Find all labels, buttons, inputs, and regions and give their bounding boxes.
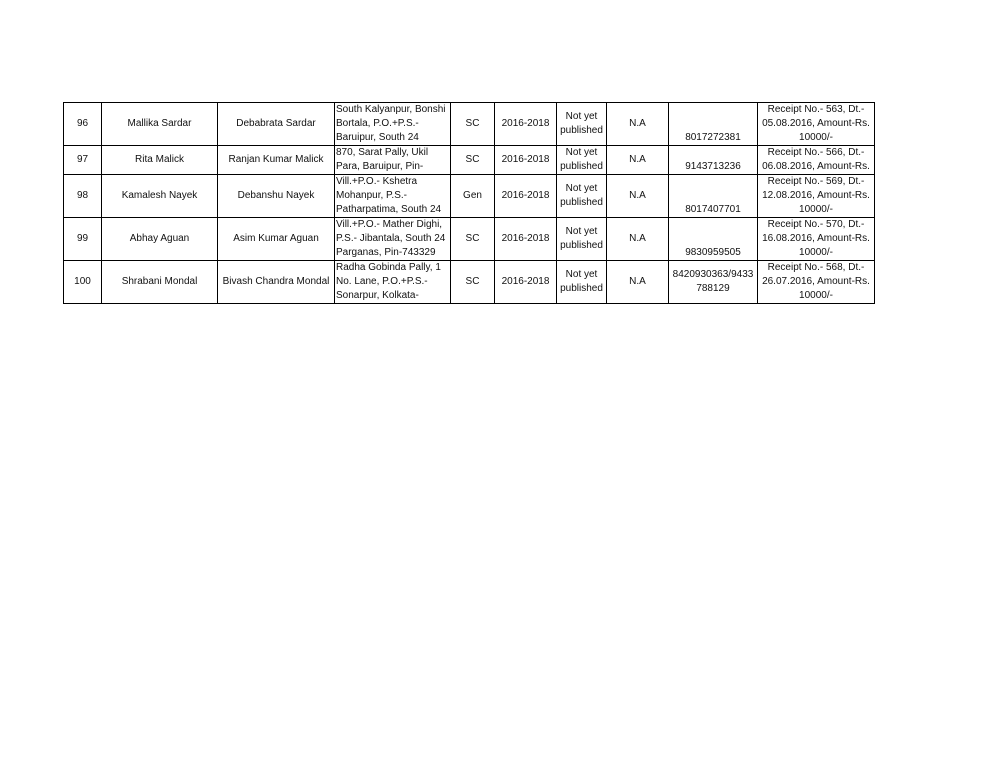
table-row xyxy=(64,218,875,261)
student-name: Abhay Aguan xyxy=(102,218,218,261)
serial-number: 96 xyxy=(64,103,102,146)
result-line: Not yet xyxy=(565,226,598,237)
receipt-cell xyxy=(758,103,875,146)
na-value: N.A xyxy=(607,146,669,175)
guardian-name: Asim Kumar Aguan xyxy=(218,218,335,261)
guardian-name: Debanshu Nayek xyxy=(218,175,335,218)
address-line: Radha Gobinda Pally, 1 xyxy=(336,262,441,273)
address-line: Mohanpur, P.S.- xyxy=(336,190,407,201)
receipt-line: 26.07.2016, Amount-Rs. xyxy=(762,276,870,287)
table-row xyxy=(64,146,875,175)
guardian-name: Debabrata Sardar xyxy=(218,103,335,146)
guardian-name: Ranjan Kumar Malick xyxy=(218,146,335,175)
receipt-line: 12.08.2016, Amount-Rs. xyxy=(762,190,870,201)
address-line: Sonarpur, Kolkata- xyxy=(336,290,419,301)
phone-cell xyxy=(669,103,758,146)
address-cell xyxy=(335,261,451,304)
na-value: N.A xyxy=(607,103,669,146)
category: SC xyxy=(451,261,495,304)
table-body xyxy=(64,103,875,304)
result-status xyxy=(557,261,607,304)
phone-cell xyxy=(669,175,758,218)
category: SC xyxy=(451,146,495,175)
address-cell xyxy=(335,146,451,175)
na-value: N.A xyxy=(607,218,669,261)
phone-cell xyxy=(669,261,758,304)
result-line: Not yet xyxy=(565,269,598,280)
result-line: published xyxy=(560,125,603,136)
student-name: Rita Malick xyxy=(102,146,218,175)
student-name: Mallika Sardar xyxy=(102,103,218,146)
phone-line: 9143713236 xyxy=(685,161,741,172)
receipt-line: Receipt No.- 566, Dt.- xyxy=(767,147,865,158)
student-records-table xyxy=(63,102,875,304)
receipt-line: Receipt No.- 563, Dt.- xyxy=(767,104,865,115)
table-row xyxy=(64,261,875,304)
address-cell xyxy=(335,175,451,218)
guardian-name: Bivash Chandra Mondal xyxy=(218,261,335,304)
phone-line: 8017272381 xyxy=(685,132,741,143)
receipt-line: Receipt No.- 569, Dt.- xyxy=(767,176,865,187)
address-line: South Kalyanpur, Bonshi xyxy=(336,104,446,115)
serial-number: 100 xyxy=(64,261,102,304)
session: 2016-2018 xyxy=(495,103,557,146)
phone-line: 8420930363/9433 xyxy=(672,269,754,280)
student-name: Kamalesh Nayek xyxy=(102,175,218,218)
address-line: No. Lane, P.O.+P.S.- xyxy=(336,276,428,287)
category: SC xyxy=(451,218,495,261)
table-row xyxy=(64,175,875,218)
result-status xyxy=(557,218,607,261)
result-line: published xyxy=(560,197,603,208)
category: Gen xyxy=(451,175,495,218)
na-value: N.A xyxy=(607,261,669,304)
phone-line: 788129 xyxy=(696,283,730,294)
serial-number: 99 xyxy=(64,218,102,261)
address-line: Para, Baruipur, Pin- xyxy=(336,161,424,172)
phone-cell xyxy=(669,146,758,175)
receipt-line: 06.08.2016, Amount-Rs. xyxy=(762,161,870,172)
address-line: Parganas, Pin-743329 xyxy=(336,247,436,258)
address-line: Vill.+P.O.- Mather Dighi, xyxy=(336,219,443,230)
result-line: Not yet xyxy=(565,111,598,122)
session: 2016-2018 xyxy=(495,261,557,304)
receipt-line: Receipt No.- 568, Dt.- xyxy=(767,262,865,273)
result-status xyxy=(557,146,607,175)
result-status xyxy=(557,103,607,146)
receipt-line: 05.08.2016, Amount-Rs. xyxy=(762,118,870,129)
receipt-line: 10000/- xyxy=(799,132,833,143)
receipt-line: 10000/- xyxy=(799,204,833,215)
result-line: published xyxy=(560,283,603,294)
address-cell xyxy=(335,218,451,261)
category: SC xyxy=(451,103,495,146)
session: 2016-2018 xyxy=(495,218,557,261)
result-line: Not yet xyxy=(565,147,598,158)
table-row xyxy=(64,103,875,146)
receipt-line: 16.08.2016, Amount-Rs. xyxy=(762,233,870,244)
session: 2016-2018 xyxy=(495,146,557,175)
receipt-line: Receipt No.- 570, Dt.- xyxy=(767,219,865,230)
address-line: Bortala, P.O.+P.S.- xyxy=(336,118,419,129)
address-line: Vill.+P.O.- Kshetra xyxy=(336,176,418,187)
receipt-line: 10000/- xyxy=(799,247,833,258)
session: 2016-2018 xyxy=(495,175,557,218)
result-line: published xyxy=(560,161,603,172)
na-value: N.A xyxy=(607,175,669,218)
serial-number: 98 xyxy=(64,175,102,218)
receipt-cell xyxy=(758,146,875,175)
receipt-cell xyxy=(758,261,875,304)
receipt-cell xyxy=(758,218,875,261)
address-line: 870, Sarat Pally, Ukil xyxy=(336,147,429,158)
address-line: Baruipur, South 24 xyxy=(336,132,419,143)
result-line: Not yet xyxy=(565,183,598,194)
result-line: published xyxy=(560,240,603,251)
receipt-cell xyxy=(758,175,875,218)
address-line: Patharpatima, South 24 xyxy=(336,204,442,215)
phone-line: 8017407701 xyxy=(685,204,741,215)
phone-cell xyxy=(669,218,758,261)
address-line: P.S.- Jibantala, South 24 xyxy=(336,233,446,244)
phone-line: 9830959505 xyxy=(685,247,741,258)
address-cell xyxy=(335,103,451,146)
student-name: Shrabani Mondal xyxy=(102,261,218,304)
result-status xyxy=(557,175,607,218)
receipt-line: 10000/- xyxy=(799,290,833,301)
serial-number: 97 xyxy=(64,146,102,175)
